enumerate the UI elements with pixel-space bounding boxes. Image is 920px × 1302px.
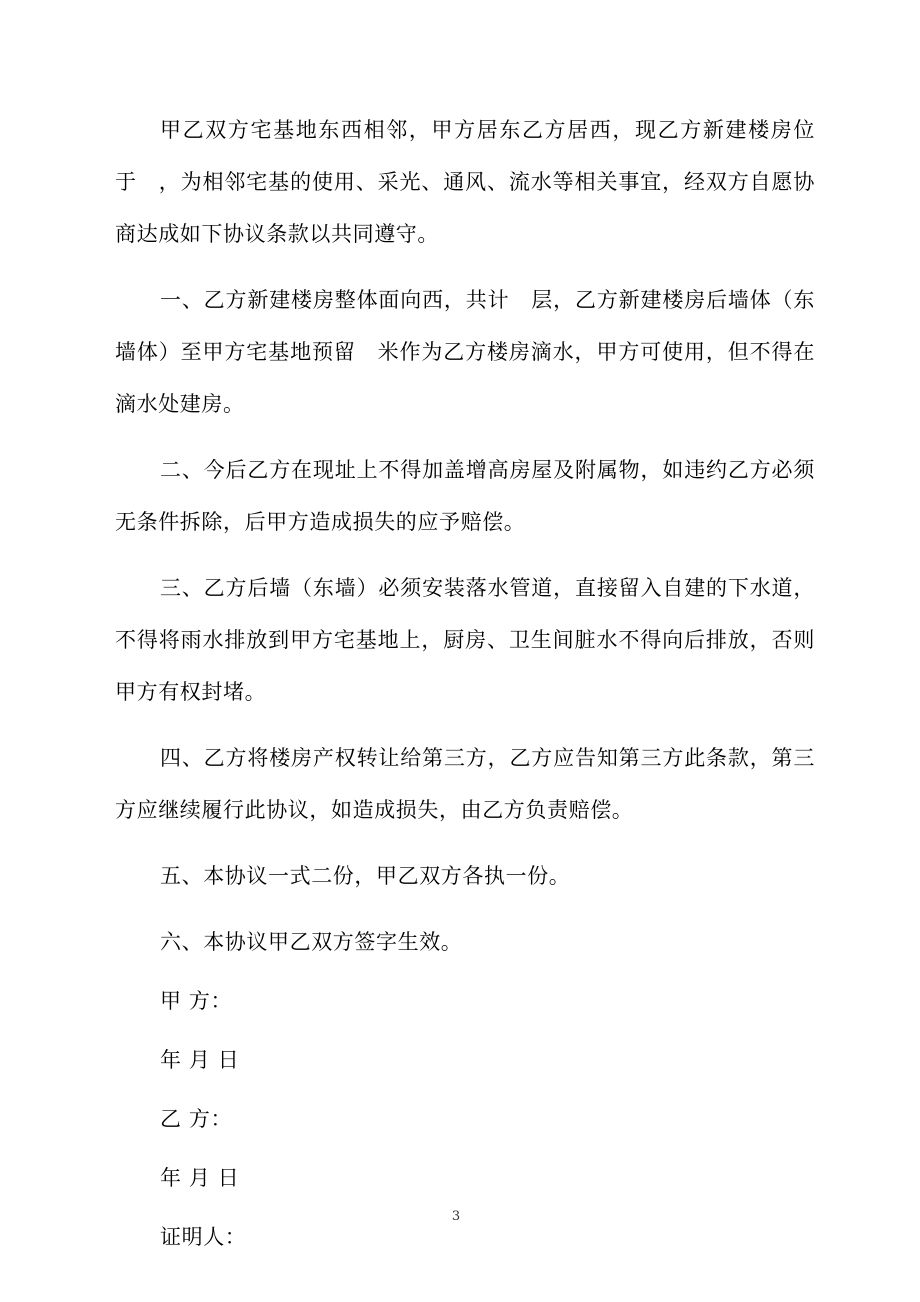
- page-number: 3: [451, 1209, 461, 1224]
- party-a-signature-label: 甲 方：: [160, 989, 233, 1013]
- party-b-signature-label: 乙 方：: [160, 1107, 233, 1131]
- document-body: [115, 104, 815, 1263]
- clause-3-paragraph: 三、乙方后墙（东墙）必须安装落水管道，直接留入自建的下水道，不得将雨水排放到甲方宅基地上，厨房、卫生间脏水不得向后排放，否则甲方有权封堵。: [115, 576, 815, 704]
- clause-5-paragraph: 五、本协议一式二份，甲乙双方各执一份。: [160, 864, 571, 888]
- clause-2-paragraph: 二、今后乙方在现址上不得加盖增高房屋及附属物，如违约乙方必须无条件拆除，后甲方造成损失的应予赔偿。: [115, 458, 815, 534]
- party-a-date-label: 年 月 日: [160, 1048, 240, 1072]
- witness-signature-label: 证明人：: [160, 1225, 247, 1249]
- clause-1-paragraph: 一、乙方新建楼房整体面向西，共计 层，乙方新建楼房后墙体（东墙体）至甲方宅基地预留 米作为乙方楼房滴水，甲方可使用，但不得在滴水处建房。: [115, 288, 815, 416]
- intro-paragraph: 甲乙双方宅基地东西相邻，甲方居东乙方居西，现乙方新建楼房位于 ，为相邻宅基的使用、采光、通风、流水等相关事宜，经双方自愿协商达成如下协议条款以共同遵守。: [115, 118, 815, 246]
- party-b-date-label: 年 月 日: [160, 1166, 240, 1190]
- clause-6-paragraph: 六、本协议甲乙双方签字生效。: [160, 930, 463, 954]
- clause-4-paragraph: 四、乙方将楼房产权转让给第三方，乙方应告知第三方此条款，第三方应继续履行此协议，如造成损失，由乙方负责赔偿。: [115, 746, 815, 822]
